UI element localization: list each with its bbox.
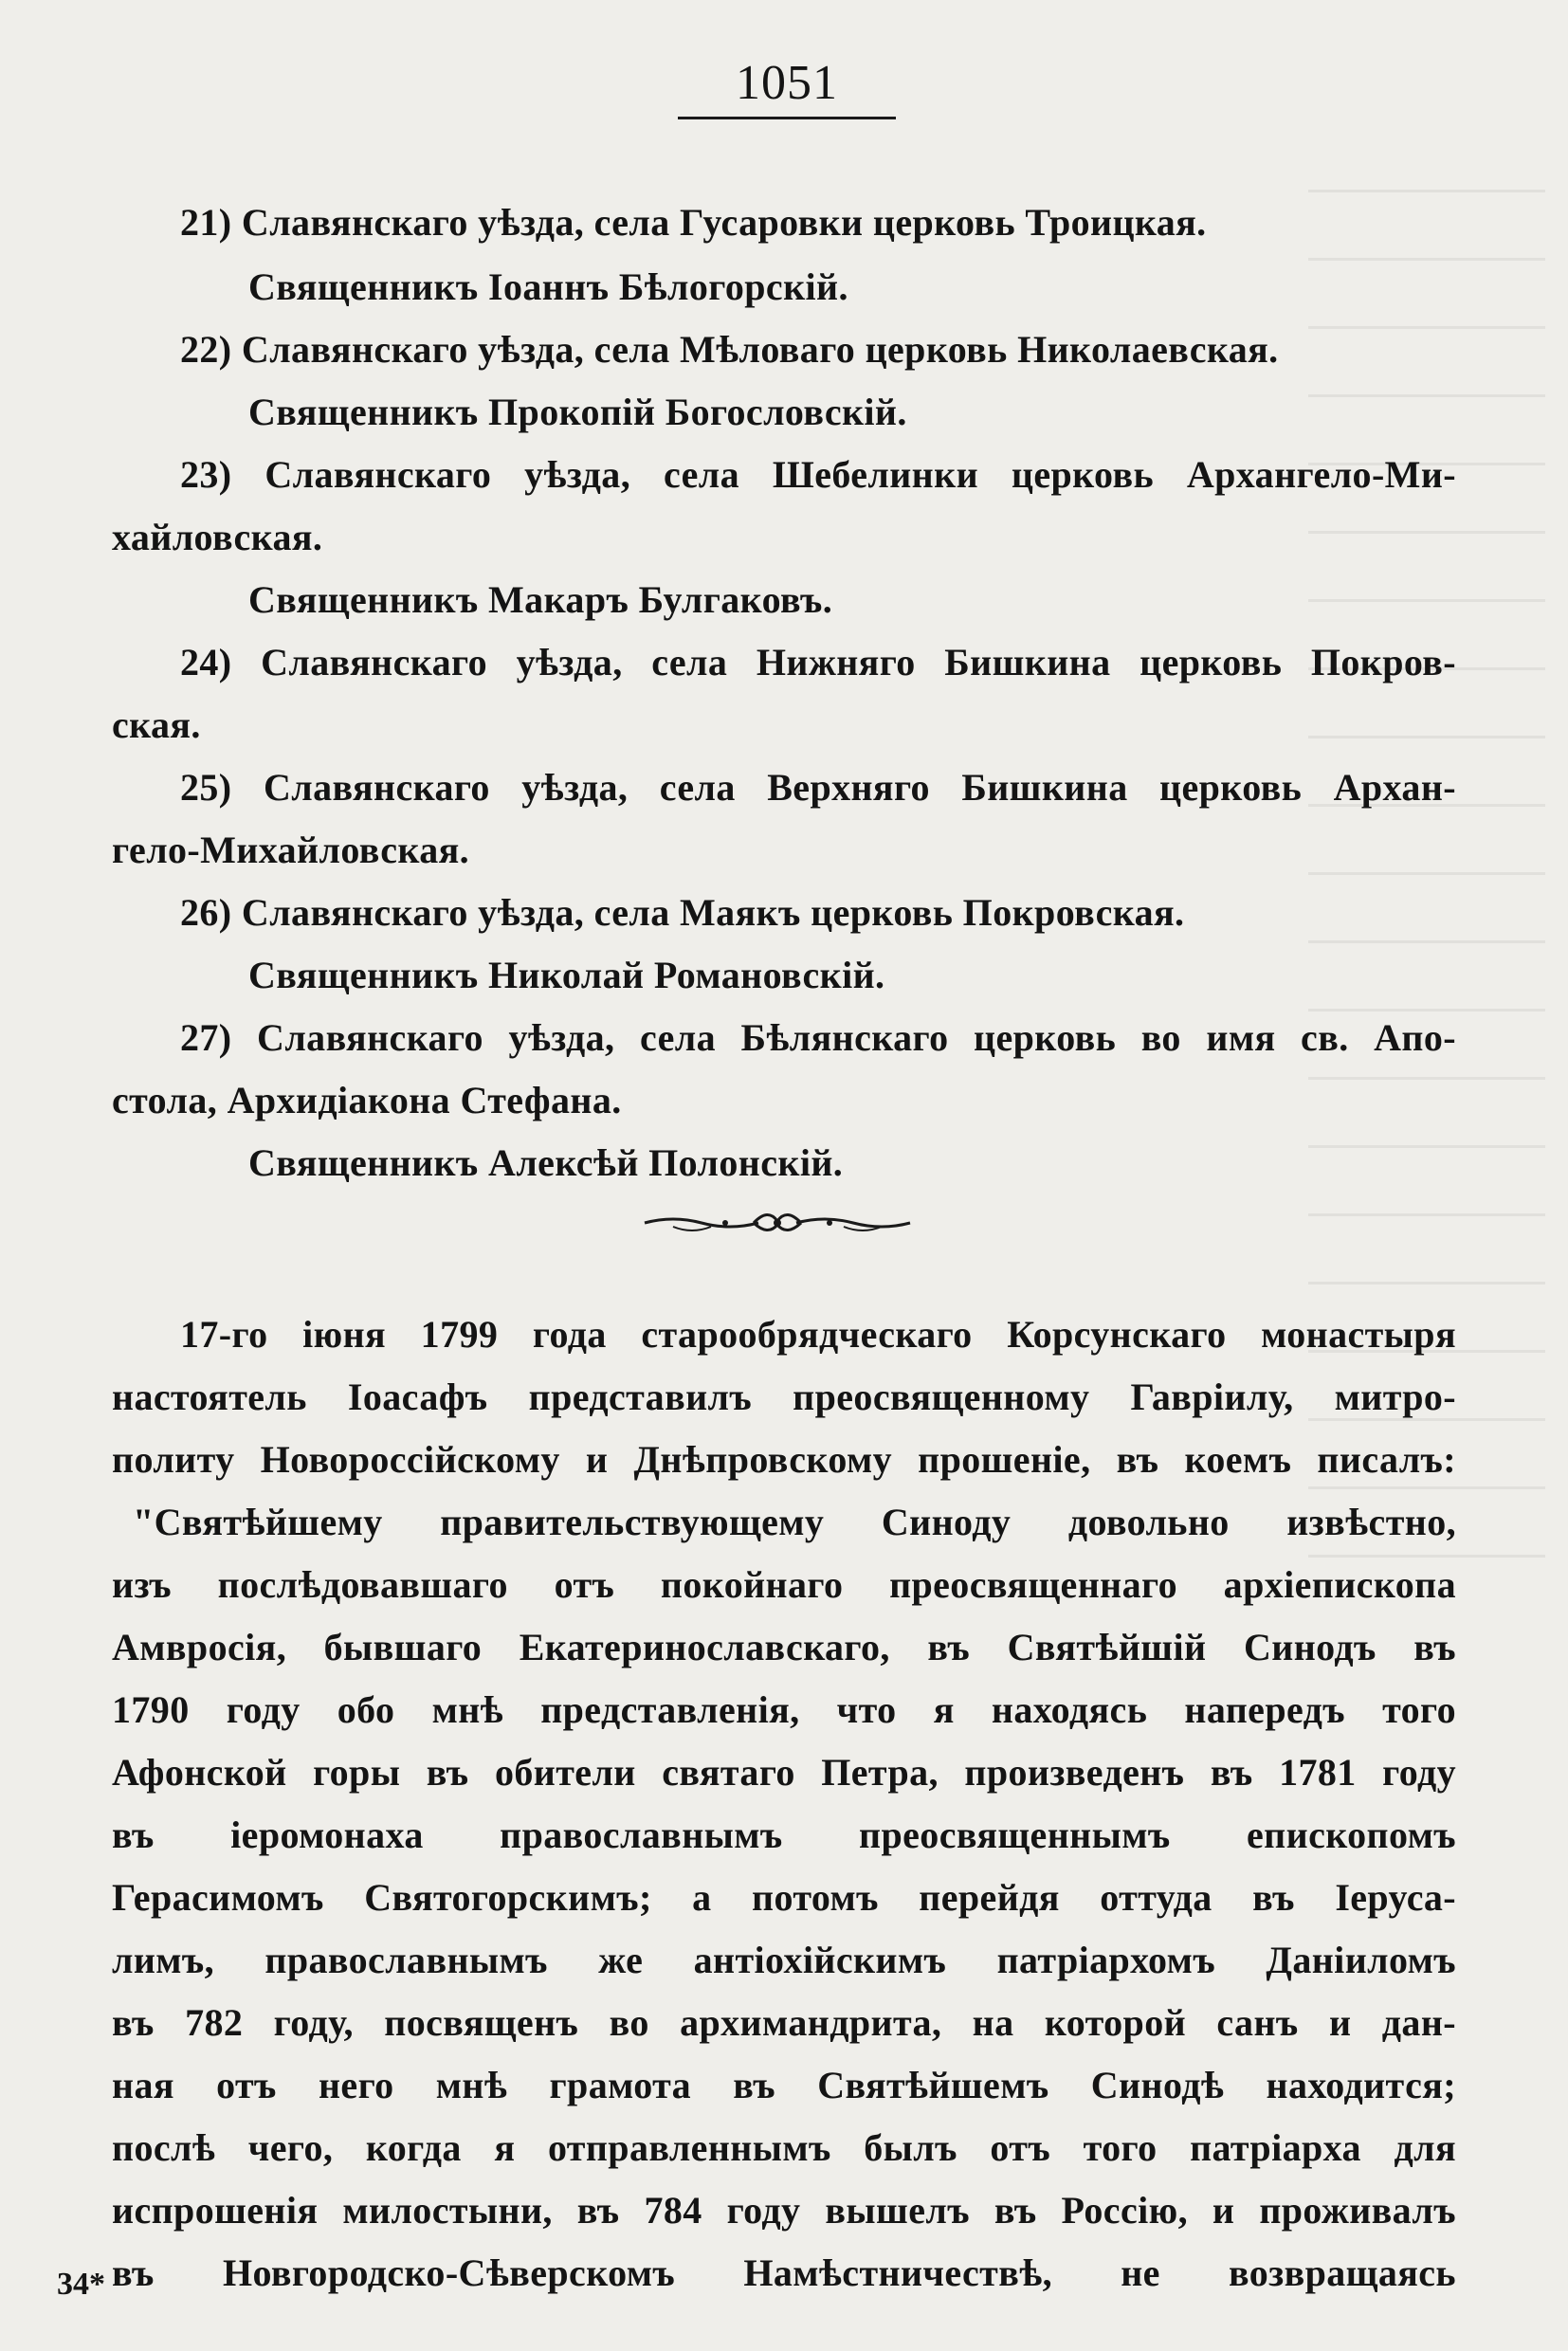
list-entry-continuation: хайловская.: [112, 516, 323, 558]
body-line: испрошенія милостыни, въ 784 году вышелъ въ Россію, и проживалъ: [112, 2189, 1456, 2232]
list-entry-priest: Священникъ Макаръ Булгаковъ.: [248, 578, 833, 621]
body-line: въ іеромонаха православнымъ преосвященнымъ епископомъ: [112, 1813, 1456, 1856]
list-entry-continuation: гело-Михайловская.: [112, 829, 470, 871]
list-entry-line: 24) Славянскаго уѣзда, села Нижняго Бишкина церковь Покров-: [180, 641, 1456, 683]
list-entry-line: 26) Славянскаго уѣзда, села Маякъ церковь Покровская.: [180, 891, 1185, 934]
body-line: изъ послѣдовавшаго отъ покойнаго преосвященнаго архіепископа: [112, 1563, 1456, 1606]
list-entry-continuation: стола, Архидіакона Стефана.: [112, 1079, 622, 1121]
body-line: 1790 году обо мнѣ представленія, что я находясь напередъ того: [112, 1688, 1456, 1731]
list-entry-line: 25) Славянскаго уѣзда, села Верхняго Бишкина церковь Архан-: [180, 766, 1456, 809]
list-entry-line: 22) Славянскаго уѣзда, села Мѣловаго церковь Николаевская.: [180, 328, 1279, 371]
body-line: въ 782 году, посвященъ во архимандрита, на которой санъ и дан-: [112, 2001, 1456, 2044]
list-entry-priest: Священникъ Алексѣй Полонскій.: [248, 1141, 844, 1184]
body-line: "Святѣйшему правительствующему Синоду довольно извѣстно,: [133, 1501, 1456, 1543]
body-line: ная отъ него мнѣ грамота въ Святѣйшемъ Синодѣ находится;: [112, 2064, 1456, 2106]
list-entry-line: 27) Славянскаго уѣзда, села Бѣлянскаго церковь во имя св. Апо-: [180, 1016, 1456, 1059]
decorative-flourish-icon: [635, 1202, 920, 1240]
body-line: 17-го іюня 1799 года старообрядческаго Корсунскаго монастыря: [180, 1313, 1456, 1356]
list-entry-priest: Священникъ Прокопій Богословскій.: [248, 391, 907, 433]
list-entry-line: 21) Славянскаго уѣзда, села Гусаровки церковь Троицкая.: [180, 201, 1207, 244]
printer-signature-mark: 34*: [57, 2267, 105, 2302]
list-entry-continuation: ская.: [112, 703, 201, 746]
body-line: послѣ чего, когда я отправленнымъ былъ отъ того патріарха для: [112, 2126, 1456, 2169]
body-line: Герасимомъ Святогорскимъ; а потомъ перейдя оттуда въ Іерусa-: [112, 1876, 1456, 1919]
list-entry-priest: Священникъ Николай Романовскій.: [248, 954, 885, 996]
body-line: лимъ, православнымъ же антіохійскимъ патріархомъ Даніиломъ: [112, 1939, 1456, 1981]
page-number-rule: [678, 117, 896, 119]
body-line: настоятель Іоасафъ представилъ преосвященному Гавріилу, митро-: [112, 1376, 1456, 1418]
list-entry-priest: Священникъ Іоаннъ Бѣлогорскій.: [248, 265, 848, 308]
list-entry-line: 23) Славянскаго уѣзда, села Шебелинки церковь Архангело-Ми-: [180, 453, 1456, 496]
body-line: Афонской горы въ обители святаго Петра, произведенъ въ 1781 году: [112, 1751, 1456, 1794]
page-number: 1051: [736, 56, 838, 110]
body-line: Амвросія, бывшаго Екатеринославскаго, въ Святѣйшій Синодъ въ: [112, 1626, 1456, 1668]
body-line: политу Новороссійскому и Днѣпровскому прошеніе, въ коемъ писалъ:: [112, 1438, 1456, 1481]
body-line: въ Новгородско-Сѣверскомъ Намѣстничествѣ, не возвращаясь: [112, 2251, 1456, 2294]
